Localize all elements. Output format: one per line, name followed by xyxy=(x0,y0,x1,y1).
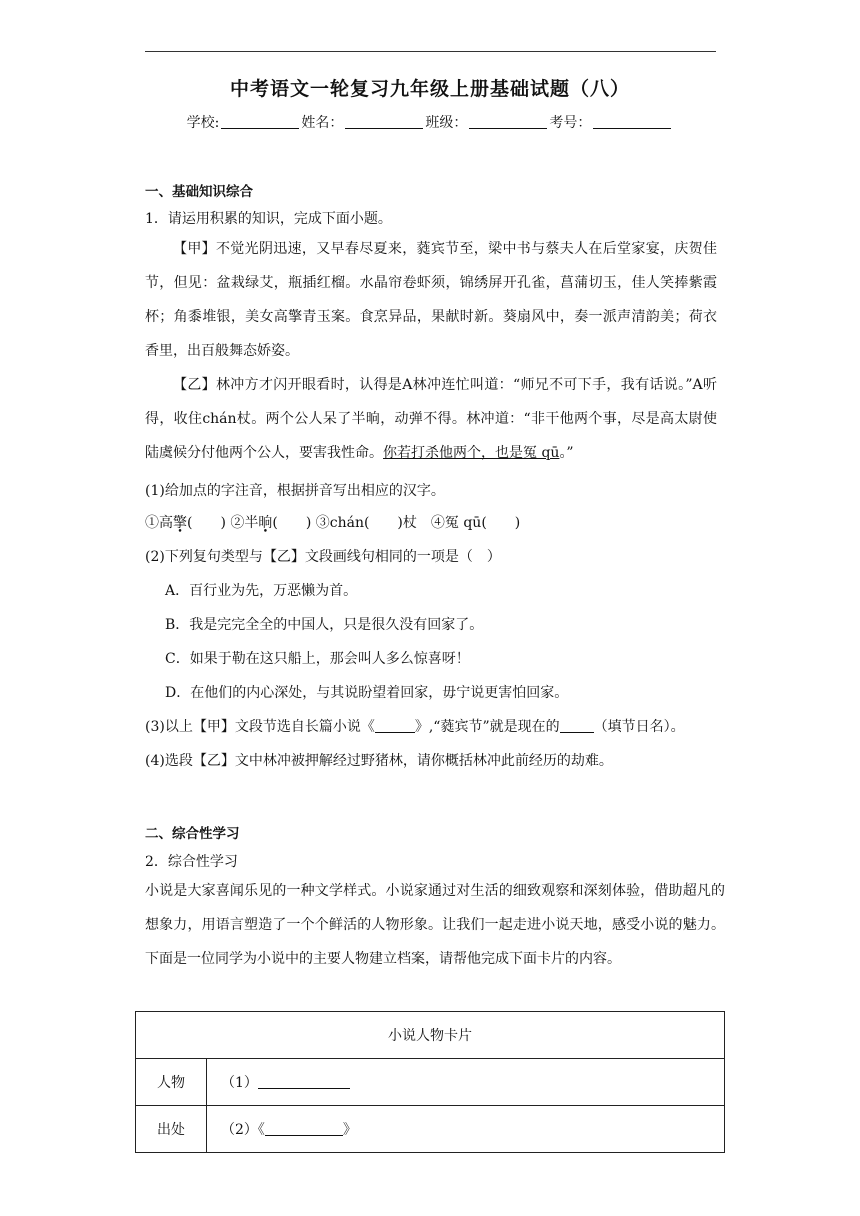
passage-yi-main: 【乙】林冲方才闪开眼看时，认得是A林冲连忙叫道：“师兄不可下手，我有话说。”A听得，收住chán杖。两个公人呆了半晌，动弹不得。林冲道：“非干他两个事，尽是高太尉使陆虞候分付他两个公人，要害我性命。 xyxy=(145,377,717,461)
underlined-sentence: 你若打杀他两个，也是冤 qū xyxy=(383,445,560,461)
option-c[interactable]: C．如果于勒在这只船上，那会叫人多么惊喜呀！ xyxy=(165,651,470,667)
passage-yi xyxy=(145,368,717,470)
dotted-char-qing: 擎 xyxy=(173,515,187,531)
card-row2-prefix: （2）《 xyxy=(221,1122,265,1138)
school-label: 学校: xyxy=(186,115,220,131)
passage-jia xyxy=(145,232,717,368)
novel-name-blank[interactable] xyxy=(375,718,415,733)
option-d[interactable]: D．在他们的内心深处，与其说盼望着回家，毋宁说更害怕回家。 xyxy=(165,685,569,701)
section-1-heading: 一、基础知识综合 xyxy=(145,184,253,200)
school-blank[interactable] xyxy=(221,114,299,129)
sub3-part-c: （填节日名）。 xyxy=(593,719,685,735)
exam-no-blank[interactable] xyxy=(593,114,671,129)
sub-question-1: (1)给加点的字注音，根据拼音写出相应的汉字。 xyxy=(145,483,445,499)
option-a[interactable]: A．百行业为先，万恶懒为首。 xyxy=(165,583,358,599)
question-2-stem: 2．综合性学习 xyxy=(145,854,238,870)
option-b[interactable]: B．我是完完全全的中国人，只是很久没有回家了。 xyxy=(165,617,484,633)
class-blank[interactable] xyxy=(469,114,547,129)
sub3-part-b: 》,“蕤宾节”就是现在的 xyxy=(414,719,560,735)
item-a-pre: ①高 xyxy=(145,515,173,531)
card-row1-prefix: （1） xyxy=(221,1075,258,1091)
sub-question-2: (2)下列复句类型与【乙】文段画线句相同的一项是（ ） xyxy=(145,549,501,565)
sub3-part-a: (3)以上【甲】文段节选自长篇小说《 xyxy=(145,719,375,735)
passage-yi-end: 。” xyxy=(559,445,574,461)
passage-jia-text: 【甲】不觉光阴迅速，又早春尽夏来，蕤宾节至，梁中书与蔡夫人在后堂家宴，庆贺佳节，但见：盆栽绿艾，瓶插红榴。水晶帘卷虾须，锦绣屏开孔雀，菖蒲切玉，佳人笑捧紫霞杯；角黍堆银，美女高擎青玉案。食烹异品，果献时新。葵扇风中，奏一派声清韵美；荷衣香里，出百般舞态娇姿。 xyxy=(145,241,717,359)
card-value-source xyxy=(207,1106,725,1153)
item-b-post: ( ) ③chán( )杖 ④冤 qū( ) xyxy=(272,515,521,531)
section-2-heading: 二、综合性学习 xyxy=(145,826,240,842)
card-label-character: 人物 xyxy=(136,1059,207,1106)
source-blank[interactable] xyxy=(265,1121,343,1136)
sub-question-1-items xyxy=(145,512,520,532)
festival-blank[interactable] xyxy=(560,718,594,733)
exam-no-label: 考号： xyxy=(549,115,592,131)
name-label: 姓名： xyxy=(301,115,344,131)
page-title: 中考语文一轮复习九年级上册基础试题（八） xyxy=(229,78,630,100)
sub-question-3 xyxy=(145,716,685,736)
student-info-line xyxy=(0,112,860,132)
top-rule xyxy=(145,51,716,52)
card-title: 小说人物卡片 xyxy=(136,1012,725,1059)
card-label-source: 出处 xyxy=(136,1106,207,1153)
class-label: 班级： xyxy=(425,115,468,131)
character-blank[interactable] xyxy=(258,1074,350,1089)
sub-question-4: (4)选段【乙】文中林冲被押解经过野猪林，请你概括林冲此前经历的劫难。 xyxy=(145,753,613,769)
name-blank[interactable] xyxy=(345,114,423,129)
dotted-char-shang: 晌 xyxy=(258,515,273,531)
card-row2-suffix: 》 xyxy=(342,1122,357,1138)
question-1-stem: 1．请运用积累的知识，完成下面小题。 xyxy=(145,211,392,227)
character-card-table xyxy=(135,1011,725,1153)
card-value-character xyxy=(207,1059,725,1106)
section-2-intro: 小说是大家喜闻乐见的一种文学样式。小说家通过对生活的细致观察和深刻体验，借助超凡的想象力，用语言塑造了一个个鲜活的人物形象。让我们一起走进小说天地，感受小说的魅力。下面是一位同学为小说中的主要人物建立档案，请帮他完成下面卡片的内容。 xyxy=(145,883,725,967)
passage-yi-text xyxy=(145,368,717,470)
item-a-post: ( ) ②半 xyxy=(187,515,259,531)
